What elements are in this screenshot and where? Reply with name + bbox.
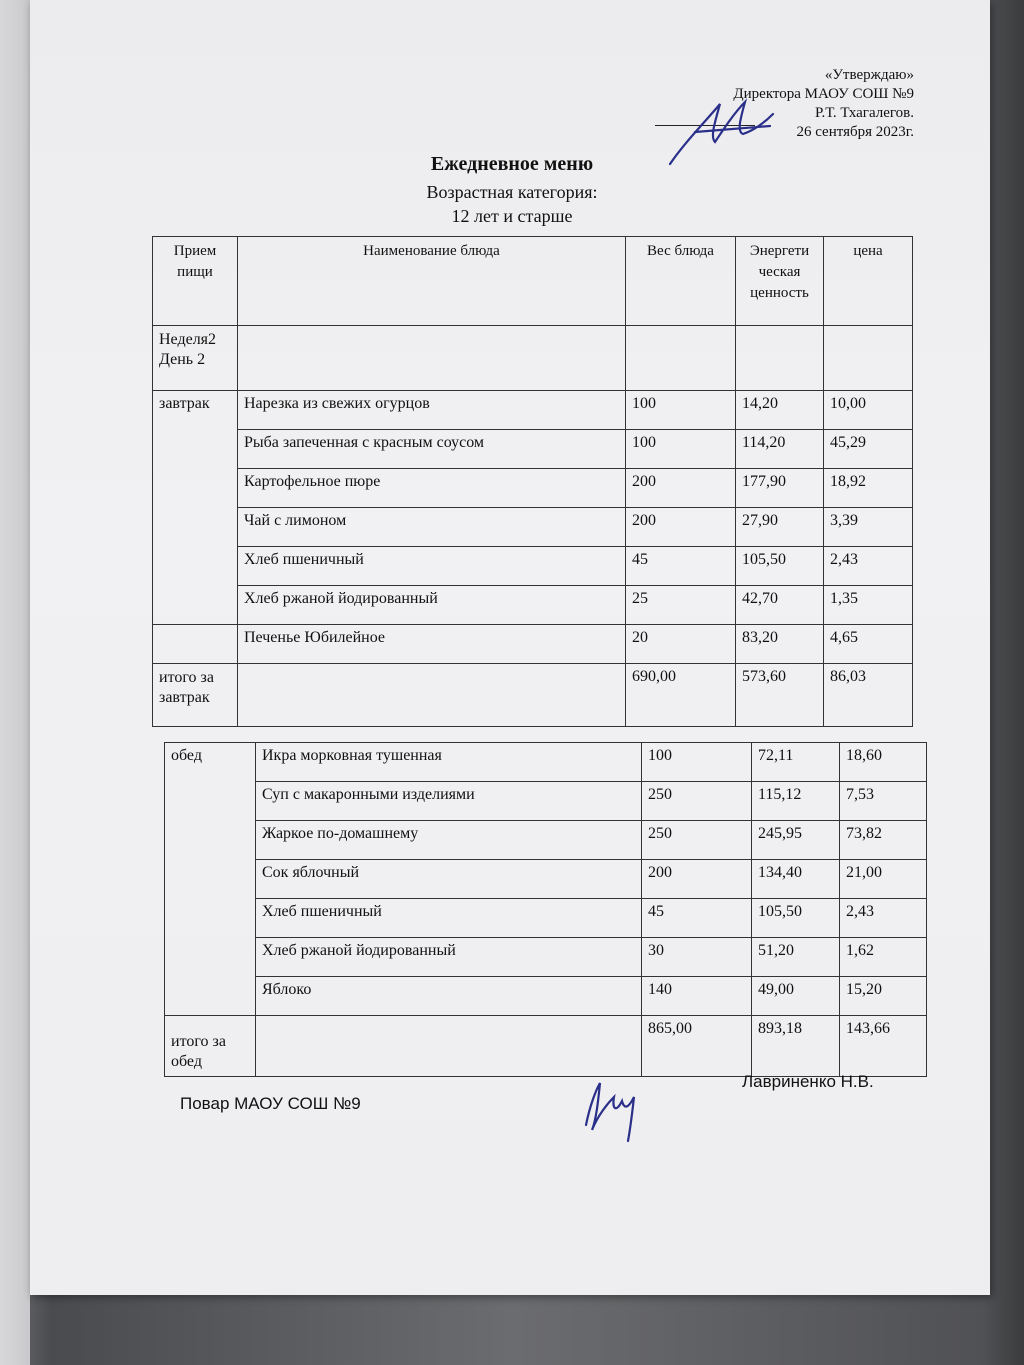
dish-price: 1,35 [824, 586, 913, 625]
table-row [165, 782, 927, 821]
meal-lunch-label: обед [165, 743, 256, 1016]
table-row [153, 430, 913, 469]
dish-weight: 140 [642, 977, 752, 1016]
dish-name: Хлеб ржаной йодированный [238, 586, 626, 625]
dish-price: 45,29 [824, 430, 913, 469]
table-row [153, 547, 913, 586]
dish-price: 2,43 [824, 547, 913, 586]
total-price: 143,66 [840, 1016, 927, 1077]
week-day-row [153, 326, 913, 391]
table-row [153, 508, 913, 547]
table-row [165, 860, 927, 899]
dish-energy: 105,50 [752, 899, 840, 938]
table-row [153, 469, 913, 508]
age-category-label: Возрастная категория: [426, 182, 598, 202]
dish-price: 18,92 [824, 469, 913, 508]
dish-energy: 115,12 [752, 782, 840, 821]
page-title: Ежедневное меню [430, 153, 594, 175]
dish-name: Картофельное пюре [238, 469, 626, 508]
approval-line-1: «Утверждаю» [824, 67, 914, 83]
dish-weight: 200 [626, 469, 736, 508]
header-price: цена [824, 237, 913, 326]
table-row [153, 586, 913, 625]
table-row [153, 625, 913, 664]
dish-name: Жаркое по-домашнему [256, 821, 642, 860]
dish-price: 10,00 [824, 391, 913, 430]
dish-price: 1,62 [840, 938, 927, 977]
dish-energy: 42,70 [736, 586, 824, 625]
approval-line-4: 26 сентября 2023г. [796, 124, 914, 140]
dish-energy: 177,90 [736, 469, 824, 508]
dish-price: 18,60 [840, 743, 927, 782]
dish-name: Икра морковная тушенная [256, 743, 642, 782]
approval-line-2: Директора МАОУ СОШ №9 [733, 86, 914, 102]
cook-name: Лавриненко Н.В. [742, 1072, 874, 1091]
table-row [165, 821, 927, 860]
dish-name: Сок яблочный [256, 860, 642, 899]
dish-energy: 245,95 [752, 821, 840, 860]
week-day-label: Неделя2 День 2 [153, 326, 238, 391]
total-weight: 865,00 [642, 1016, 752, 1077]
header-dish: Наименование блюда [238, 237, 626, 326]
breakfast-table [152, 236, 913, 727]
dish-name: Рыба запеченная с красным соусом [238, 430, 626, 469]
dish-weight: 20 [626, 625, 736, 664]
dish-price: 2,43 [840, 899, 927, 938]
dish-energy: 134,40 [752, 860, 840, 899]
total-energy: 893,18 [752, 1016, 840, 1077]
dish-name: Хлеб пшеничный [238, 547, 626, 586]
dish-weight: 100 [642, 743, 752, 782]
breakfast-total-row [153, 664, 913, 727]
header-meal: Прием пищи [153, 237, 238, 326]
dish-name: Чай с лимоном [238, 508, 626, 547]
dish-name: Нарезка из свежих огурцов [238, 391, 626, 430]
dish-energy: 114,20 [736, 430, 824, 469]
dish-weight: 250 [642, 782, 752, 821]
table-row [165, 743, 927, 782]
dish-weight: 45 [642, 899, 752, 938]
age-category-value: 12 лет и старше [451, 206, 573, 226]
dish-weight: 45 [626, 547, 736, 586]
dish-energy: 105,50 [736, 547, 824, 586]
table-header [153, 237, 913, 326]
meal-breakfast-label: завтрак [153, 391, 238, 625]
dish-price: 3,39 [824, 508, 913, 547]
dish-weight: 100 [626, 391, 736, 430]
dish-weight: 200 [626, 508, 736, 547]
dish-name: Яблоко [256, 977, 642, 1016]
dish-energy: 83,20 [736, 625, 824, 664]
table-row [165, 938, 927, 977]
cook-signature [578, 1075, 648, 1145]
dish-name: Хлеб ржаной йодированный [256, 938, 642, 977]
dish-energy: 14,20 [736, 391, 824, 430]
lunch-table [164, 742, 927, 1077]
approval-line-3: Р.Т. Тхагалегов. [815, 105, 914, 121]
dish-price: 21,00 [840, 860, 927, 899]
dish-price: 4,65 [824, 625, 913, 664]
adjacent-sheet [0, 0, 30, 1365]
total-energy: 573,60 [736, 664, 824, 727]
dish-weight: 250 [642, 821, 752, 860]
table-row [165, 977, 927, 1016]
dish-weight: 200 [642, 860, 752, 899]
dish-weight: 25 [626, 586, 736, 625]
dish-name: Хлеб пшеничный [256, 899, 642, 938]
dish-name: Суп с макаронными изделиями [256, 782, 642, 821]
header-weight: Вес блюда [626, 237, 736, 326]
header-energy: Энергети ческая ценность [736, 237, 824, 326]
lunch-total-row [165, 1016, 927, 1077]
table-row [153, 391, 913, 430]
dish-name: Печенье Юбилейное [238, 625, 626, 664]
cook-position: Повар МАОУ СОШ №9 [180, 1094, 361, 1113]
lunch-total-label: итого за обед [165, 1016, 256, 1077]
dish-price: 15,20 [840, 977, 927, 1016]
dish-price: 73,82 [840, 821, 927, 860]
dish-energy: 27,90 [736, 508, 824, 547]
dish-energy: 49,00 [752, 977, 840, 1016]
dish-weight: 100 [626, 430, 736, 469]
dish-energy: 72,11 [752, 743, 840, 782]
table-row [165, 899, 927, 938]
total-price: 86,03 [824, 664, 913, 727]
breakfast-total-label: итого за завтрак [153, 664, 238, 727]
dish-weight: 30 [642, 938, 752, 977]
dish-price: 7,53 [840, 782, 927, 821]
dish-energy: 51,20 [752, 938, 840, 977]
total-weight: 690,00 [626, 664, 736, 727]
